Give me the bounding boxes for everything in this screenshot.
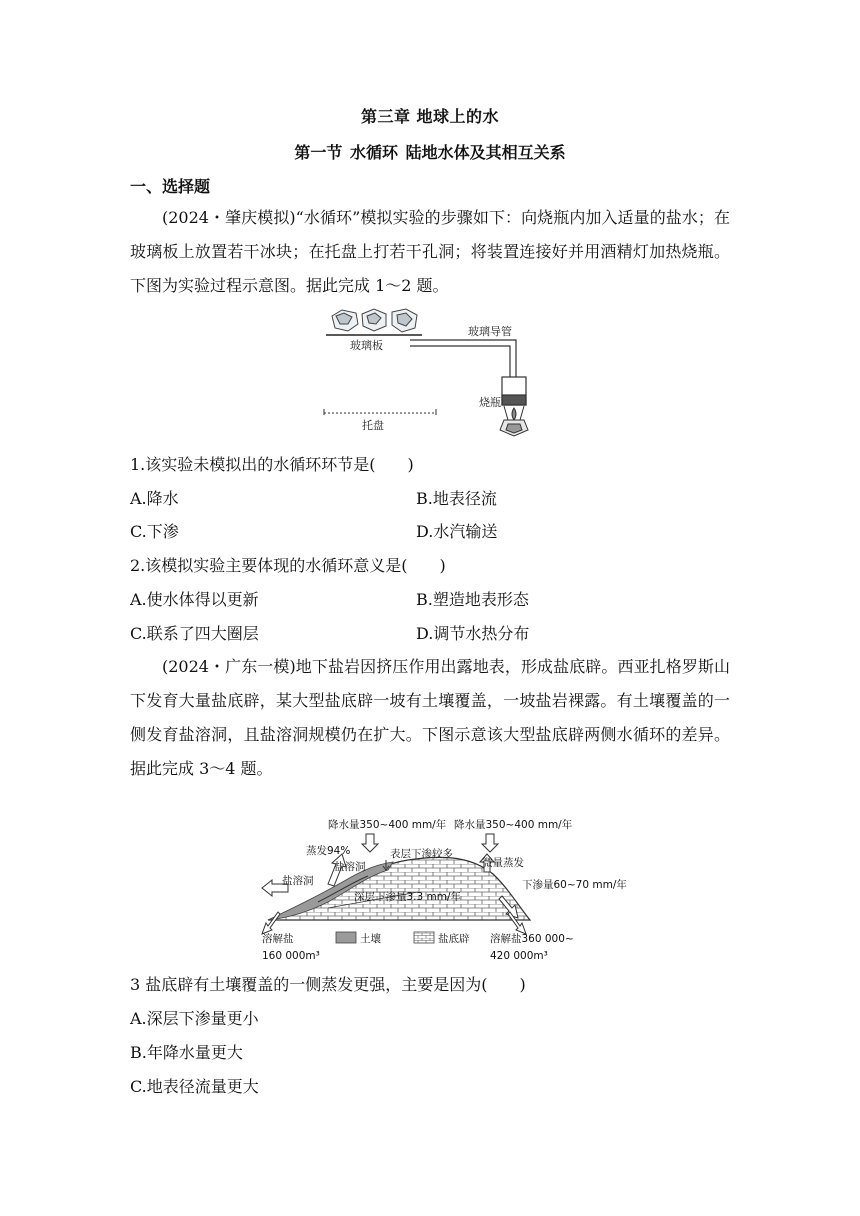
section-title: 第一节 水循环 陆地水体及其相互关系 xyxy=(294,143,566,162)
q1-option-b: B.地表径流 xyxy=(416,489,497,508)
question-2: 2.该模拟实验主要体现的水循环意义是( ) xyxy=(130,556,446,575)
alcohol-lamp xyxy=(500,406,528,436)
dissolved-left-label: 溶解盐 xyxy=(262,933,294,945)
dissolved-left-value: 160 000m³ xyxy=(262,950,320,962)
evap-label: 蒸发94% xyxy=(306,845,351,857)
q1-option-a: A.降水 xyxy=(130,489,179,508)
legend-soil-swatch xyxy=(336,932,356,943)
question-1: 1.该实验未模拟出的水循环环节是( ) xyxy=(130,455,414,474)
deep-infil-label: 深层下渗量3.3 mm/年 xyxy=(354,891,462,903)
flask-label: 烧瓶 xyxy=(479,396,501,409)
q3-option-b: B.年降水量更大 xyxy=(130,1043,243,1062)
q2-option-c: C.联系了四大圈层 xyxy=(130,624,259,643)
tray xyxy=(324,409,436,415)
tray-label: 托盘 xyxy=(362,419,384,432)
experiment-figure xyxy=(318,302,548,442)
glass-tube-label: 玻璃导管 xyxy=(468,325,512,338)
q2-option-a: A.使水体得以更新 xyxy=(130,590,259,609)
q1-option-d: D.水汽输送 xyxy=(416,522,498,541)
question-3: 3 盐底辟有土壤覆盖的一侧蒸发更强，主要是因为( ) xyxy=(130,975,526,994)
precip-left-label: 降水量350~400 mm/年 xyxy=(328,819,447,831)
ice-blocks xyxy=(332,309,417,332)
part-heading: 一、选择题 xyxy=(130,177,211,196)
flask xyxy=(502,377,526,405)
legend-soil-label: 土壤 xyxy=(360,933,381,945)
salt-diapir-figure xyxy=(258,808,627,966)
chapter-title: 第三章 地球上的水 xyxy=(360,107,500,126)
q2-option-d: D.调节水热分布 xyxy=(416,624,530,643)
micro-evap-label: 微量蒸发 xyxy=(482,857,524,869)
q3-option-c: C.地表径流量更大 xyxy=(130,1077,259,1096)
q2-option-b: B.塑造地表形态 xyxy=(416,590,529,609)
dissolved-right-label: 溶解盐360 000~ xyxy=(490,933,574,945)
intro-paragraph-1: (2024・肇庆模拟)“水循环”模拟实验的步骤如下：向烧瓶内加入适量的盐水；在玻璃板上放置若干冰块；在托盘上打若干孔洞；将装置连接好并用酒精灯加热烧瓶。下图为实验过程示意图。据此完成 1～2 题。 xyxy=(130,208,730,295)
glass-plate-label: 玻璃板 xyxy=(350,339,383,352)
infil-right-label: 下渗量60~70 mm/年 xyxy=(522,879,627,891)
surface-infil-label: 表层下渗较多 xyxy=(390,848,453,860)
q1-option-c: C.下渗 xyxy=(130,522,179,541)
q3-option-a: A.深层下渗量更小 xyxy=(130,1009,259,1028)
deep-infil-arrow-left xyxy=(262,912,280,934)
precip-right-label: 降水量350~400 mm/年 xyxy=(454,819,573,831)
legend-salt-label: 盐底辟 xyxy=(438,933,470,945)
intro-paragraph-2: (2024・广东一模)地下盐岩因挤压作用出露地表，形成盐底辟。西亚扎格罗斯山下发育大量盐底辟，某大型盐底辟一坡有土壤覆盖，一坡盐岩裸露。有土壤覆盖的一侧发育盐溶洞，且盐溶洞规模仍在扩大。下图示意该大型盐底辟两侧水循环的差异。据此完成 3～4 题。 xyxy=(130,657,730,778)
cave-label-1: 盐溶洞 xyxy=(334,861,366,873)
legend-salt-swatch xyxy=(414,932,434,943)
dissolved-right-value: 420 000m³ xyxy=(490,950,548,962)
cave-label-2: 盐溶洞 xyxy=(282,875,314,887)
